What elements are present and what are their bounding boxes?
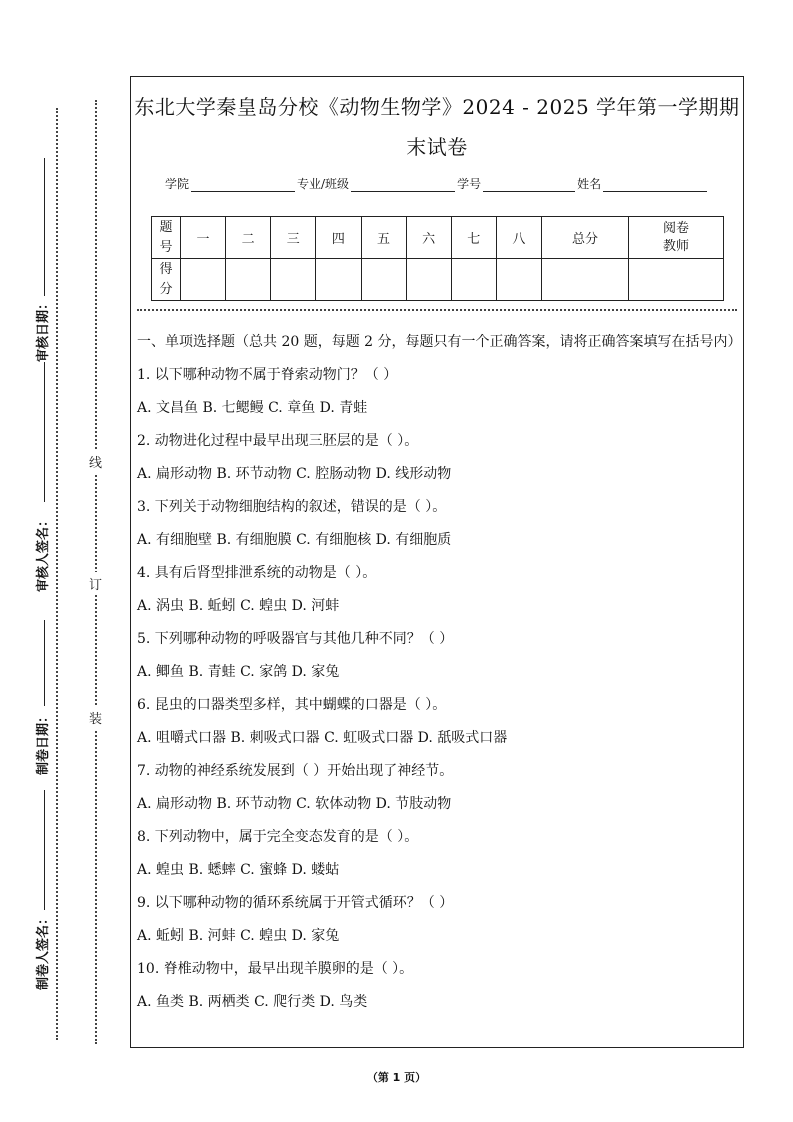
- score-cell: [451, 259, 496, 301]
- options-9: A. 蚯蚓 B. 河蚌 C. 蝗虫 D. 家兔: [137, 928, 340, 944]
- question-number-label: 题 号: [152, 217, 181, 259]
- major-label: 专业/班级: [297, 177, 350, 191]
- exam-frame: [130, 76, 744, 1048]
- left-dotted-line: [56, 108, 58, 1040]
- name-label: 姓名: [577, 177, 602, 191]
- col-7: 七: [451, 217, 496, 259]
- review-date-line: [44, 158, 45, 296]
- score-cell: [271, 259, 316, 301]
- options-3: A. 有细胞壁 B. 有细胞膜 C. 有细胞核 D. 有细胞质: [137, 532, 452, 548]
- score-header-row: [152, 217, 724, 259]
- options-4: A. 涡虫 B. 蚯蚓 C. 蝗虫 D. 河蚌: [137, 598, 340, 614]
- preparer-signature-line: [44, 790, 45, 910]
- score-cell: [496, 259, 541, 301]
- options-2: A. 扁形动物 B. 环节动物 C. 腔肠动物 D. 线形动物: [137, 466, 452, 482]
- exam-title-line2: 末试卷: [406, 135, 468, 159]
- dotted-separator: [137, 309, 737, 311]
- col-3: 三: [271, 217, 316, 259]
- review-date-label: 审核日期：: [36, 296, 51, 362]
- options-8: A. 蝗虫 B. 蟋蟀 C. 蜜蜂 D. 蝼蛄: [137, 862, 340, 878]
- question-1: 1. 以下哪种动物不属于脊索动物门？（ ）: [137, 367, 398, 383]
- reviewer-signature-line: [44, 362, 45, 502]
- score-value-row: [152, 259, 724, 301]
- prep-date-line: [44, 620, 45, 706]
- score-cell: [542, 259, 629, 301]
- prep-date-label: 制卷日期：: [36, 709, 51, 775]
- col-reviewer: 阅卷 教师: [629, 217, 724, 259]
- col-8: 八: [496, 217, 541, 259]
- reviewer-signature-label: 审核人签名：: [36, 513, 51, 592]
- options-1: A. 文昌鱼 B. 七鳃鳗 C. 章鱼 D. 青蛙: [137, 400, 368, 416]
- binding-mark-staple: 订: [89, 572, 102, 595]
- score-cell: [226, 259, 271, 301]
- col-4: 四: [316, 217, 361, 259]
- question-2: 2. 动物进化过程中最早出现三胚层的是（ ）。: [137, 433, 419, 449]
- question-6: 6. 昆虫的口器类型多样，其中蝴蝶的口器是（ ）。: [137, 697, 447, 713]
- col-6: 六: [406, 217, 451, 259]
- exam-title-line1: 东北大学秦皇岛分校《动物生物学》2024 - 2025 学年第一学期期: [134, 95, 740, 119]
- question-5: 5. 下列哪种动物的呼吸器官与其他几种不同？（ ）: [137, 631, 454, 647]
- student-info-row: [165, 175, 709, 192]
- question-3: 3. 下列关于动物细胞结构的叙述，错误的是（ ）。: [137, 499, 447, 515]
- student-id-field[interactable]: [483, 179, 575, 192]
- question-7: 7. 动物的神经系统发展到（ ）开始出现了神经节。: [137, 763, 454, 779]
- question-4: 4. 具有后肾型排泄系统的动物是（ ）。: [137, 565, 377, 581]
- score-table: [151, 216, 724, 301]
- college-field[interactable]: [191, 179, 295, 192]
- binding-mark-bind: 装: [89, 706, 102, 729]
- col-total: 总分: [542, 217, 629, 259]
- question-section: [137, 331, 742, 1019]
- score-cell: [629, 259, 724, 301]
- score-label: 得 分: [152, 259, 181, 301]
- question-10: 10. 脊椎动物中，最早出现羊膜卵的是（ ）。: [137, 961, 414, 977]
- score-cell: [181, 259, 226, 301]
- options-6: A. 咀嚼式口器 B. 刺吸式口器 C. 虹吸式口器 D. 舐吸式口器: [137, 730, 508, 746]
- options-5: A. 鲫鱼 B. 青蛙 C. 家鸽 D. 家兔: [137, 664, 340, 680]
- section-heading: 一、单项选择题（总共 20 题，每题 2 分，每题只有一个正确答案，请将正确答案填写在括号内）: [137, 334, 742, 350]
- options-10: A. 鱼类 B. 两栖类 C. 爬行类 D. 鸟类: [137, 994, 368, 1010]
- score-cell: [316, 259, 361, 301]
- student-id-label: 学号: [457, 177, 482, 191]
- score-cell: [406, 259, 451, 301]
- col-1: 一: [181, 217, 226, 259]
- binding-mark-line: 线: [89, 450, 102, 473]
- question-8: 8. 下列动物中，属于完全变态发育的是（ ）。: [137, 829, 419, 845]
- page-number: （第 1 页）: [366, 1071, 427, 1084]
- major-field[interactable]: [351, 179, 455, 192]
- college-label: 学院: [165, 177, 190, 191]
- col-5: 五: [361, 217, 406, 259]
- score-cell: [361, 259, 406, 301]
- name-field[interactable]: [603, 179, 707, 192]
- col-2: 二: [226, 217, 271, 259]
- options-7: A. 扁形动物 B. 环节动物 C. 软体动物 D. 节肢动物: [137, 796, 452, 812]
- preparer-signature-label: 制卷人签名：: [36, 911, 51, 990]
- question-9: 9. 以下哪种动物的循环系统属于开管式循环？（ ）: [137, 895, 454, 911]
